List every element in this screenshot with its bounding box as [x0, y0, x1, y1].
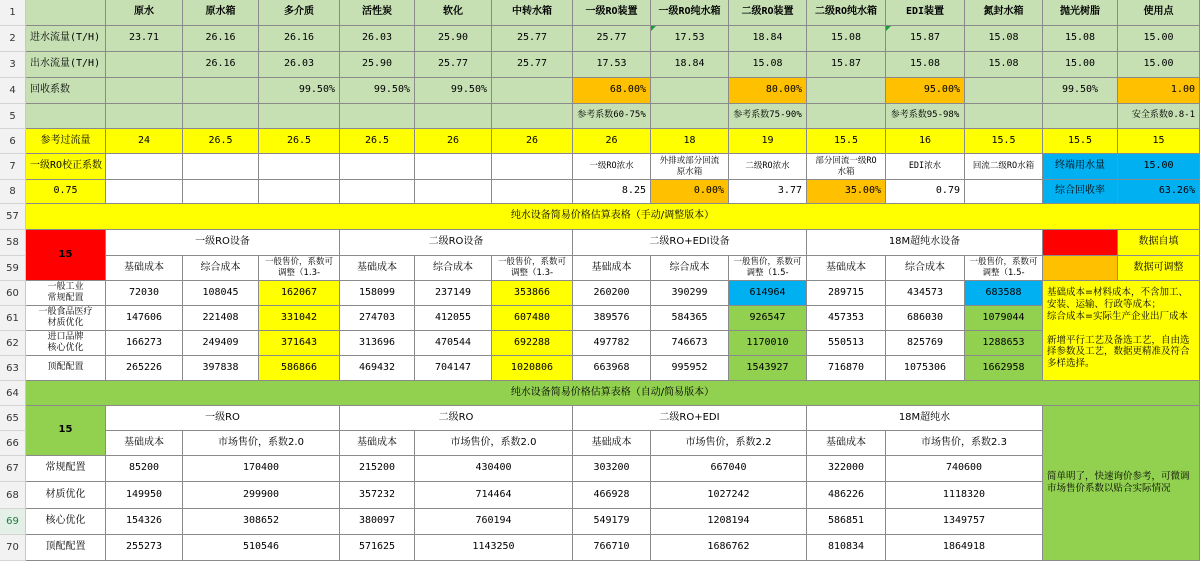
- auto-value-cell[interactable]: 740600: [886, 456, 1043, 482]
- row6-cell[interactable]: 15: [1118, 129, 1200, 154]
- manual-subheader[interactable]: 一般售价，系数可调整（1.5-: [729, 256, 807, 281]
- manual-subheader[interactable]: 一般售价，系数可调整（1.3-: [492, 256, 573, 281]
- row-header[interactable]: 2: [0, 26, 26, 52]
- auto-value-cell[interactable]: 510546: [183, 535, 340, 561]
- row4-cell[interactable]: 99.50%: [415, 78, 492, 104]
- header-row-cell[interactable]: 二级RO纯水箱: [807, 0, 886, 26]
- row2-cell[interactable]: 23.71: [106, 26, 183, 52]
- auto-value-cell[interactable]: 255273: [106, 535, 183, 561]
- row2-cell[interactable]: 进水流量(T/H): [26, 26, 106, 52]
- auto-value-cell[interactable]: 667040: [651, 456, 807, 482]
- manual-value-cell[interactable]: 274703: [340, 306, 415, 331]
- row4-cell[interactable]: [807, 78, 886, 104]
- row4-cell[interactable]: 99.50%: [340, 78, 415, 104]
- row6-cell[interactable]: 18: [651, 129, 729, 154]
- auto-subheader[interactable]: 市场售价，系数2.0: [183, 431, 340, 456]
- row4-cell[interactable]: 95.00%: [886, 78, 965, 104]
- manual-group-header[interactable]: 一级RO设备: [106, 230, 340, 256]
- row7-cell[interactable]: EDI浓水: [886, 154, 965, 180]
- manual-value-cell[interactable]: 470544: [415, 331, 492, 356]
- manual-value-cell[interactable]: 397838: [183, 356, 259, 381]
- auto-value-cell[interactable]: 303200: [573, 456, 651, 482]
- row7-cell[interactable]: 一级RO浓水: [573, 154, 651, 180]
- auto-value-cell[interactable]: 1118320: [886, 482, 1043, 509]
- manual-value-cell[interactable]: 72030: [106, 281, 183, 306]
- row-header[interactable]: 8: [0, 180, 26, 204]
- row-header[interactable]: 58: [0, 230, 26, 256]
- row3-cell[interactable]: 25.77: [415, 52, 492, 78]
- row8-cell[interactable]: 3.77: [729, 180, 807, 204]
- auto-row-label[interactable]: 核心优化: [26, 509, 106, 535]
- row5-cell[interactable]: [340, 104, 415, 129]
- auto-value-cell[interactable]: 357232: [340, 482, 415, 509]
- row4-cell[interactable]: [965, 78, 1043, 104]
- manual-value-cell[interactable]: 331042: [259, 306, 340, 331]
- manual-group-header[interactable]: 二级RO设备: [340, 230, 573, 256]
- auto-value-cell[interactable]: 810834: [807, 535, 886, 561]
- row6-cell[interactable]: 26.5: [183, 129, 259, 154]
- row4-cell[interactable]: [492, 78, 573, 104]
- row2-cell[interactable]: 25.77: [573, 26, 651, 52]
- auto-subheader[interactable]: 市场售价，系数2.0: [415, 431, 573, 456]
- header-row-cell[interactable]: 多介质: [259, 0, 340, 26]
- manual-flow[interactable]: 15: [26, 230, 106, 281]
- manual-value-cell[interactable]: 1662958: [965, 356, 1043, 381]
- auto-value-cell[interactable]: 571625: [340, 535, 415, 561]
- row-header[interactable]: 3: [0, 52, 26, 78]
- row3-cell[interactable]: 15.08: [965, 52, 1043, 78]
- manual-value-cell[interactable]: 469432: [340, 356, 415, 381]
- manual-value-cell[interactable]: 497782: [573, 331, 651, 356]
- row2-cell[interactable]: 18.84: [729, 26, 807, 52]
- row3-cell[interactable]: 15.08: [729, 52, 807, 78]
- manual-value-cell[interactable]: 692288: [492, 331, 573, 356]
- row6-cell[interactable]: 26: [573, 129, 651, 154]
- row8-cell[interactable]: [415, 180, 492, 204]
- row2-cell[interactable]: 26.16: [259, 26, 340, 52]
- auto-note[interactable]: 简单明了，快速询价参考，可微调市场售价系数以贴合实际情况: [1043, 406, 1200, 561]
- auto-row-label[interactable]: 顶配配置: [26, 535, 106, 561]
- row3-cell[interactable]: 25.77: [492, 52, 573, 78]
- row8-cell[interactable]: 0.79: [886, 180, 965, 204]
- auto-subheader[interactable]: 基础成本: [106, 431, 183, 456]
- auto-subheader[interactable]: 基础成本: [340, 431, 415, 456]
- row-header[interactable]: 62: [0, 331, 26, 356]
- row3-cell[interactable]: [106, 52, 183, 78]
- auto-value-cell[interactable]: 1864918: [886, 535, 1043, 561]
- header-row-cell[interactable]: EDI装置: [886, 0, 965, 26]
- manual-value-cell[interactable]: 158099: [340, 281, 415, 306]
- header-row-cell[interactable]: 一级RO装置: [573, 0, 651, 26]
- row8-cell[interactable]: 0.75: [26, 180, 106, 204]
- row7-cell[interactable]: 终端用水量: [1043, 154, 1118, 180]
- row6-cell[interactable]: 15.5: [965, 129, 1043, 154]
- row4-cell[interactable]: 回收系数: [26, 78, 106, 104]
- manual-value-cell[interactable]: 1543927: [729, 356, 807, 381]
- manual-value-cell[interactable]: 1075306: [886, 356, 965, 381]
- row5-cell[interactable]: [26, 104, 106, 129]
- row8-cell[interactable]: 35.00%: [807, 180, 886, 204]
- auto-value-cell[interactable]: 85200: [106, 456, 183, 482]
- row8-cell[interactable]: [259, 180, 340, 204]
- row-header[interactable]: 70: [0, 535, 26, 561]
- row6-cell[interactable]: 15.5: [1043, 129, 1118, 154]
- auto-subheader[interactable]: 市场售价，系数2.3: [886, 431, 1043, 456]
- manual-value-cell[interactable]: 147606: [106, 306, 183, 331]
- row-header[interactable]: 64: [0, 381, 26, 406]
- row5-cell[interactable]: [183, 104, 259, 129]
- manual-value-cell[interactable]: 683588: [965, 281, 1043, 306]
- manual-value-cell[interactable]: 686030: [886, 306, 965, 331]
- auto-value-cell[interactable]: 1027242: [651, 482, 807, 509]
- row6-cell[interactable]: 15.5: [807, 129, 886, 154]
- auto-flow[interactable]: 15: [26, 406, 106, 456]
- row3-cell[interactable]: 25.90: [340, 52, 415, 78]
- legend-adjust-swatch: [1043, 256, 1118, 281]
- row-header[interactable]: 69: [0, 509, 26, 535]
- manual-value-cell[interactable]: 412055: [415, 306, 492, 331]
- row2-cell[interactable]: 17.53: [651, 26, 729, 52]
- row8-cell[interactable]: 0.00%: [651, 180, 729, 204]
- row6-cell[interactable]: 26: [415, 129, 492, 154]
- auto-value-cell[interactable]: 549179: [573, 509, 651, 535]
- row-header[interactable]: 65: [0, 406, 26, 431]
- auto-group-header[interactable]: 一级RO: [106, 406, 340, 431]
- row3-cell[interactable]: 15.00: [1043, 52, 1118, 78]
- header-row-cell[interactable]: 一级RO纯水箱: [651, 0, 729, 26]
- row3-cell[interactable]: 17.53: [573, 52, 651, 78]
- manual-value-cell[interactable]: 607480: [492, 306, 573, 331]
- auto-value-cell[interactable]: 170400: [183, 456, 340, 482]
- manual-value-cell[interactable]: 457353: [807, 306, 886, 331]
- header-row-cell[interactable]: 软化: [415, 0, 492, 26]
- row-header[interactable]: 6: [0, 129, 26, 154]
- row3-cell[interactable]: 18.84: [651, 52, 729, 78]
- auto-subheader[interactable]: 基础成本: [573, 431, 651, 456]
- manual-value-cell[interactable]: 166273: [106, 331, 183, 356]
- row7-cell[interactable]: 部分回流一级RO 水箱: [807, 154, 886, 180]
- manual-subheader[interactable]: 一般售价，系数可调整（1.3-: [259, 256, 340, 281]
- row8-cell[interactable]: [106, 180, 183, 204]
- row5-cell[interactable]: [106, 104, 183, 129]
- manual-value-cell[interactable]: 434573: [886, 281, 965, 306]
- row-header[interactable]: 67: [0, 456, 26, 482]
- header-row-cell[interactable]: 活性炭: [340, 0, 415, 26]
- row7-cell[interactable]: [415, 154, 492, 180]
- header-row-cell[interactable]: 原水: [106, 0, 183, 26]
- row5-cell[interactable]: [965, 104, 1043, 129]
- row-header[interactable]: 61: [0, 306, 26, 331]
- auto-group-header[interactable]: 二级RO: [340, 406, 573, 431]
- manual-row-label[interactable]: 进口品牌 核心优化: [26, 331, 106, 356]
- manual-value-cell[interactable]: 389576: [573, 306, 651, 331]
- row6-cell[interactable]: 26.5: [259, 129, 340, 154]
- row4-cell[interactable]: 80.00%: [729, 78, 807, 104]
- manual-value-cell[interactable]: 550513: [807, 331, 886, 356]
- manual-value-cell[interactable]: 237149: [415, 281, 492, 306]
- manual-value-cell[interactable]: 260200: [573, 281, 651, 306]
- row3-cell[interactable]: 26.03: [259, 52, 340, 78]
- header-row-cell[interactable]: 原水箱: [183, 0, 259, 26]
- manual-value-cell[interactable]: 1079044: [965, 306, 1043, 331]
- row2-cell[interactable]: 26.03: [340, 26, 415, 52]
- row-header[interactable]: 60: [0, 281, 26, 306]
- row2-cell[interactable]: 15.00: [1118, 26, 1200, 52]
- row5-cell[interactable]: [651, 104, 729, 129]
- manual-subheader[interactable]: 综合成本: [415, 256, 492, 281]
- row5-cell[interactable]: 参考系数60-75%: [573, 104, 651, 129]
- row6-cell[interactable]: 26.5: [340, 129, 415, 154]
- manual-subheader[interactable]: 一般售价，系数可调整（1.5-: [965, 256, 1043, 281]
- row8-cell[interactable]: [183, 180, 259, 204]
- manual-value-cell[interactable]: 704147: [415, 356, 492, 381]
- row7-cell[interactable]: [259, 154, 340, 180]
- manual-value-cell[interactable]: 108045: [183, 281, 259, 306]
- row6-cell[interactable]: 参考过流量: [26, 129, 106, 154]
- row5-cell[interactable]: [259, 104, 340, 129]
- row5-cell[interactable]: 安全系数0.8-1: [1118, 104, 1200, 129]
- row5-cell[interactable]: 参考系数75-90%: [729, 104, 807, 129]
- row2-cell[interactable]: 15.87: [886, 26, 965, 52]
- manual-value-cell[interactable]: 825769: [886, 331, 965, 356]
- row7-cell[interactable]: 外排或部分回流 原水箱: [651, 154, 729, 180]
- row-header[interactable]: 4: [0, 78, 26, 104]
- row-header[interactable]: 59: [0, 256, 26, 281]
- row6-cell[interactable]: 26: [492, 129, 573, 154]
- legend-adjust-label: 数据可调整: [1118, 256, 1200, 281]
- row8-cell[interactable]: [492, 180, 573, 204]
- row-header[interactable]: 66: [0, 431, 26, 456]
- auto-group-header[interactable]: 18M超纯水: [807, 406, 1043, 431]
- manual-value-cell[interactable]: 584365: [651, 306, 729, 331]
- manual-subheader[interactable]: 基础成本: [573, 256, 651, 281]
- row7-cell[interactable]: 回流二级RO水箱: [965, 154, 1043, 180]
- manual-value-cell[interactable]: 162067: [259, 281, 340, 306]
- row5-cell[interactable]: 参考系数95-98%: [886, 104, 965, 129]
- row6-cell[interactable]: 19: [729, 129, 807, 154]
- row4-cell[interactable]: 99.50%: [1043, 78, 1118, 104]
- manual-title[interactable]: 纯水设备简易价格估算表格（手动/调整版本）: [26, 204, 1200, 230]
- auto-value-cell[interactable]: 380097: [340, 509, 415, 535]
- header-row-cell[interactable]: 中转水箱: [492, 0, 573, 26]
- manual-subheader[interactable]: 基础成本: [807, 256, 886, 281]
- row-header[interactable]: 68: [0, 482, 26, 509]
- row3-cell[interactable]: 15.08: [886, 52, 965, 78]
- manual-group-header[interactable]: 二级RO+EDI设备: [573, 230, 807, 256]
- row4-cell[interactable]: 99.50%: [259, 78, 340, 104]
- header-row-cell[interactable]: 使用点: [1118, 0, 1200, 26]
- auto-subheader[interactable]: 基础成本: [807, 431, 886, 456]
- auto-value-cell[interactable]: 430400: [415, 456, 573, 482]
- row4-cell[interactable]: [183, 78, 259, 104]
- row-header[interactable]: 63: [0, 356, 26, 381]
- auto-row-label[interactable]: 常规配置: [26, 456, 106, 482]
- auto-title[interactable]: 纯水设备简易价格估算表格（自动/简易版本）: [26, 381, 1200, 406]
- manual-subheader[interactable]: 基础成本: [106, 256, 183, 281]
- row8-cell[interactable]: 8.25: [573, 180, 651, 204]
- header-row-cell[interactable]: 氮封水箱: [965, 0, 1043, 26]
- manual-value-cell[interactable]: 716870: [807, 356, 886, 381]
- manual-value-cell[interactable]: 1020806: [492, 356, 573, 381]
- manual-value-cell[interactable]: 265226: [106, 356, 183, 381]
- auto-row-label[interactable]: 材质优化: [26, 482, 106, 509]
- row5-cell[interactable]: [415, 104, 492, 129]
- header-row-cell[interactable]: 二级RO装置: [729, 0, 807, 26]
- cell-comment-marker: [651, 26, 656, 31]
- manual-value-cell[interactable]: 586866: [259, 356, 340, 381]
- row-header[interactable]: 7: [0, 154, 26, 180]
- row-header[interactable]: 57: [0, 204, 26, 230]
- auto-value-cell[interactable]: 1208194: [651, 509, 807, 535]
- manual-note[interactable]: 基础成本=材料成本，不含加工、安装、运输、行政等成本； 综合成本=实际生产企业出厂成本 新增平行工艺及备选工艺，自由选择参数及工艺，数据更精准及符合多样选择。: [1043, 281, 1200, 381]
- row7-cell[interactable]: [183, 154, 259, 180]
- row3-cell[interactable]: 26.16: [183, 52, 259, 78]
- auto-value-cell[interactable]: 1143250: [415, 535, 573, 561]
- row3-cell[interactable]: 15.87: [807, 52, 886, 78]
- manual-group-header[interactable]: 18M超纯水设备: [807, 230, 1043, 256]
- auto-subheader[interactable]: 市场售价，系数2.2: [651, 431, 807, 456]
- row3-cell[interactable]: 15.00: [1118, 52, 1200, 78]
- row7-cell[interactable]: 二级RO浓水: [729, 154, 807, 180]
- row2-cell[interactable]: 26.16: [183, 26, 259, 52]
- auto-group-header[interactable]: 二级RO+EDI: [573, 406, 807, 431]
- auto-value-cell[interactable]: 486226: [807, 482, 886, 509]
- row5-cell[interactable]: [1043, 104, 1118, 129]
- row5-cell[interactable]: [492, 104, 573, 129]
- row-header[interactable]: 1: [0, 0, 26, 26]
- row8-cell[interactable]: 63.26%: [1118, 180, 1200, 204]
- auto-value-cell[interactable]: 299900: [183, 482, 340, 509]
- auto-value-cell[interactable]: 586851: [807, 509, 886, 535]
- legend-manual-label: 数据自填: [1118, 230, 1200, 256]
- manual-value-cell[interactable]: 614964: [729, 281, 807, 306]
- row2-cell[interactable]: 15.08: [1043, 26, 1118, 52]
- row6-cell[interactable]: 16: [886, 129, 965, 154]
- manual-value-cell[interactable]: 746673: [651, 331, 729, 356]
- auto-value-cell[interactable]: 322000: [807, 456, 886, 482]
- manual-row-label[interactable]: 顶配配置: [26, 356, 106, 381]
- legend-manual-swatch: [1043, 230, 1118, 256]
- row7-cell[interactable]: [492, 154, 573, 180]
- auto-value-cell[interactable]: 714464: [415, 482, 573, 509]
- auto-value-cell[interactable]: 760194: [415, 509, 573, 535]
- row6-cell[interactable]: 24: [106, 129, 183, 154]
- auto-value-cell[interactable]: 308652: [183, 509, 340, 535]
- row8-cell[interactable]: [340, 180, 415, 204]
- manual-value-cell[interactable]: 221408: [183, 306, 259, 331]
- auto-value-cell[interactable]: 215200: [340, 456, 415, 482]
- manual-value-cell[interactable]: 926547: [729, 306, 807, 331]
- header-row-cell[interactable]: 抛光树脂: [1043, 0, 1118, 26]
- row8-cell[interactable]: 综合回收率: [1043, 180, 1118, 204]
- manual-subheader[interactable]: 综合成本: [183, 256, 259, 281]
- row7-cell[interactable]: 一级RO校正系数: [26, 154, 106, 180]
- manual-value-cell[interactable]: 353866: [492, 281, 573, 306]
- manual-value-cell[interactable]: 995952: [651, 356, 729, 381]
- manual-value-cell[interactable]: 313696: [340, 331, 415, 356]
- manual-row-label[interactable]: 一般工业 常规配置: [26, 281, 106, 306]
- manual-subheader[interactable]: 综合成本: [651, 256, 729, 281]
- row7-cell[interactable]: [340, 154, 415, 180]
- row4-cell[interactable]: [651, 78, 729, 104]
- manual-row-label[interactable]: 一般食品医疗 材质优化: [26, 306, 106, 331]
- auto-value-cell[interactable]: 1686762: [651, 535, 807, 561]
- auto-value-cell[interactable]: 149950: [106, 482, 183, 509]
- row3-cell[interactable]: 出水流量(T/H): [26, 52, 106, 78]
- cell-comment-marker: [886, 26, 891, 31]
- auto-value-cell[interactable]: 1349757: [886, 509, 1043, 535]
- manual-value-cell[interactable]: 1288653: [965, 331, 1043, 356]
- auto-value-cell[interactable]: 766710: [573, 535, 651, 561]
- row7-cell[interactable]: 15.00: [1118, 154, 1200, 180]
- manual-subheader[interactable]: 综合成本: [886, 256, 965, 281]
- manual-value-cell[interactable]: 249409: [183, 331, 259, 356]
- row8-cell[interactable]: [965, 180, 1043, 204]
- manual-value-cell[interactable]: 289715: [807, 281, 886, 306]
- row2-cell[interactable]: 15.08: [965, 26, 1043, 52]
- manual-value-cell[interactable]: 1170010: [729, 331, 807, 356]
- row4-cell[interactable]: 1.00: [1118, 78, 1200, 104]
- row2-cell[interactable]: 25.90: [415, 26, 492, 52]
- row2-cell[interactable]: 25.77: [492, 26, 573, 52]
- manual-value-cell[interactable]: 371643: [259, 331, 340, 356]
- auto-value-cell[interactable]: 466928: [573, 482, 651, 509]
- row-header[interactable]: 5: [0, 104, 26, 129]
- manual-subheader[interactable]: 基础成本: [340, 256, 415, 281]
- auto-value-cell[interactable]: 154326: [106, 509, 183, 535]
- row5-cell[interactable]: [807, 104, 886, 129]
- row4-cell[interactable]: 68.00%: [573, 78, 651, 104]
- header-row-cell[interactable]: [26, 0, 106, 26]
- row7-cell[interactable]: [106, 154, 183, 180]
- manual-value-cell[interactable]: 663968: [573, 356, 651, 381]
- row4-cell[interactable]: [106, 78, 183, 104]
- row2-cell[interactable]: 15.08: [807, 26, 886, 52]
- manual-value-cell[interactable]: 390299: [651, 281, 729, 306]
